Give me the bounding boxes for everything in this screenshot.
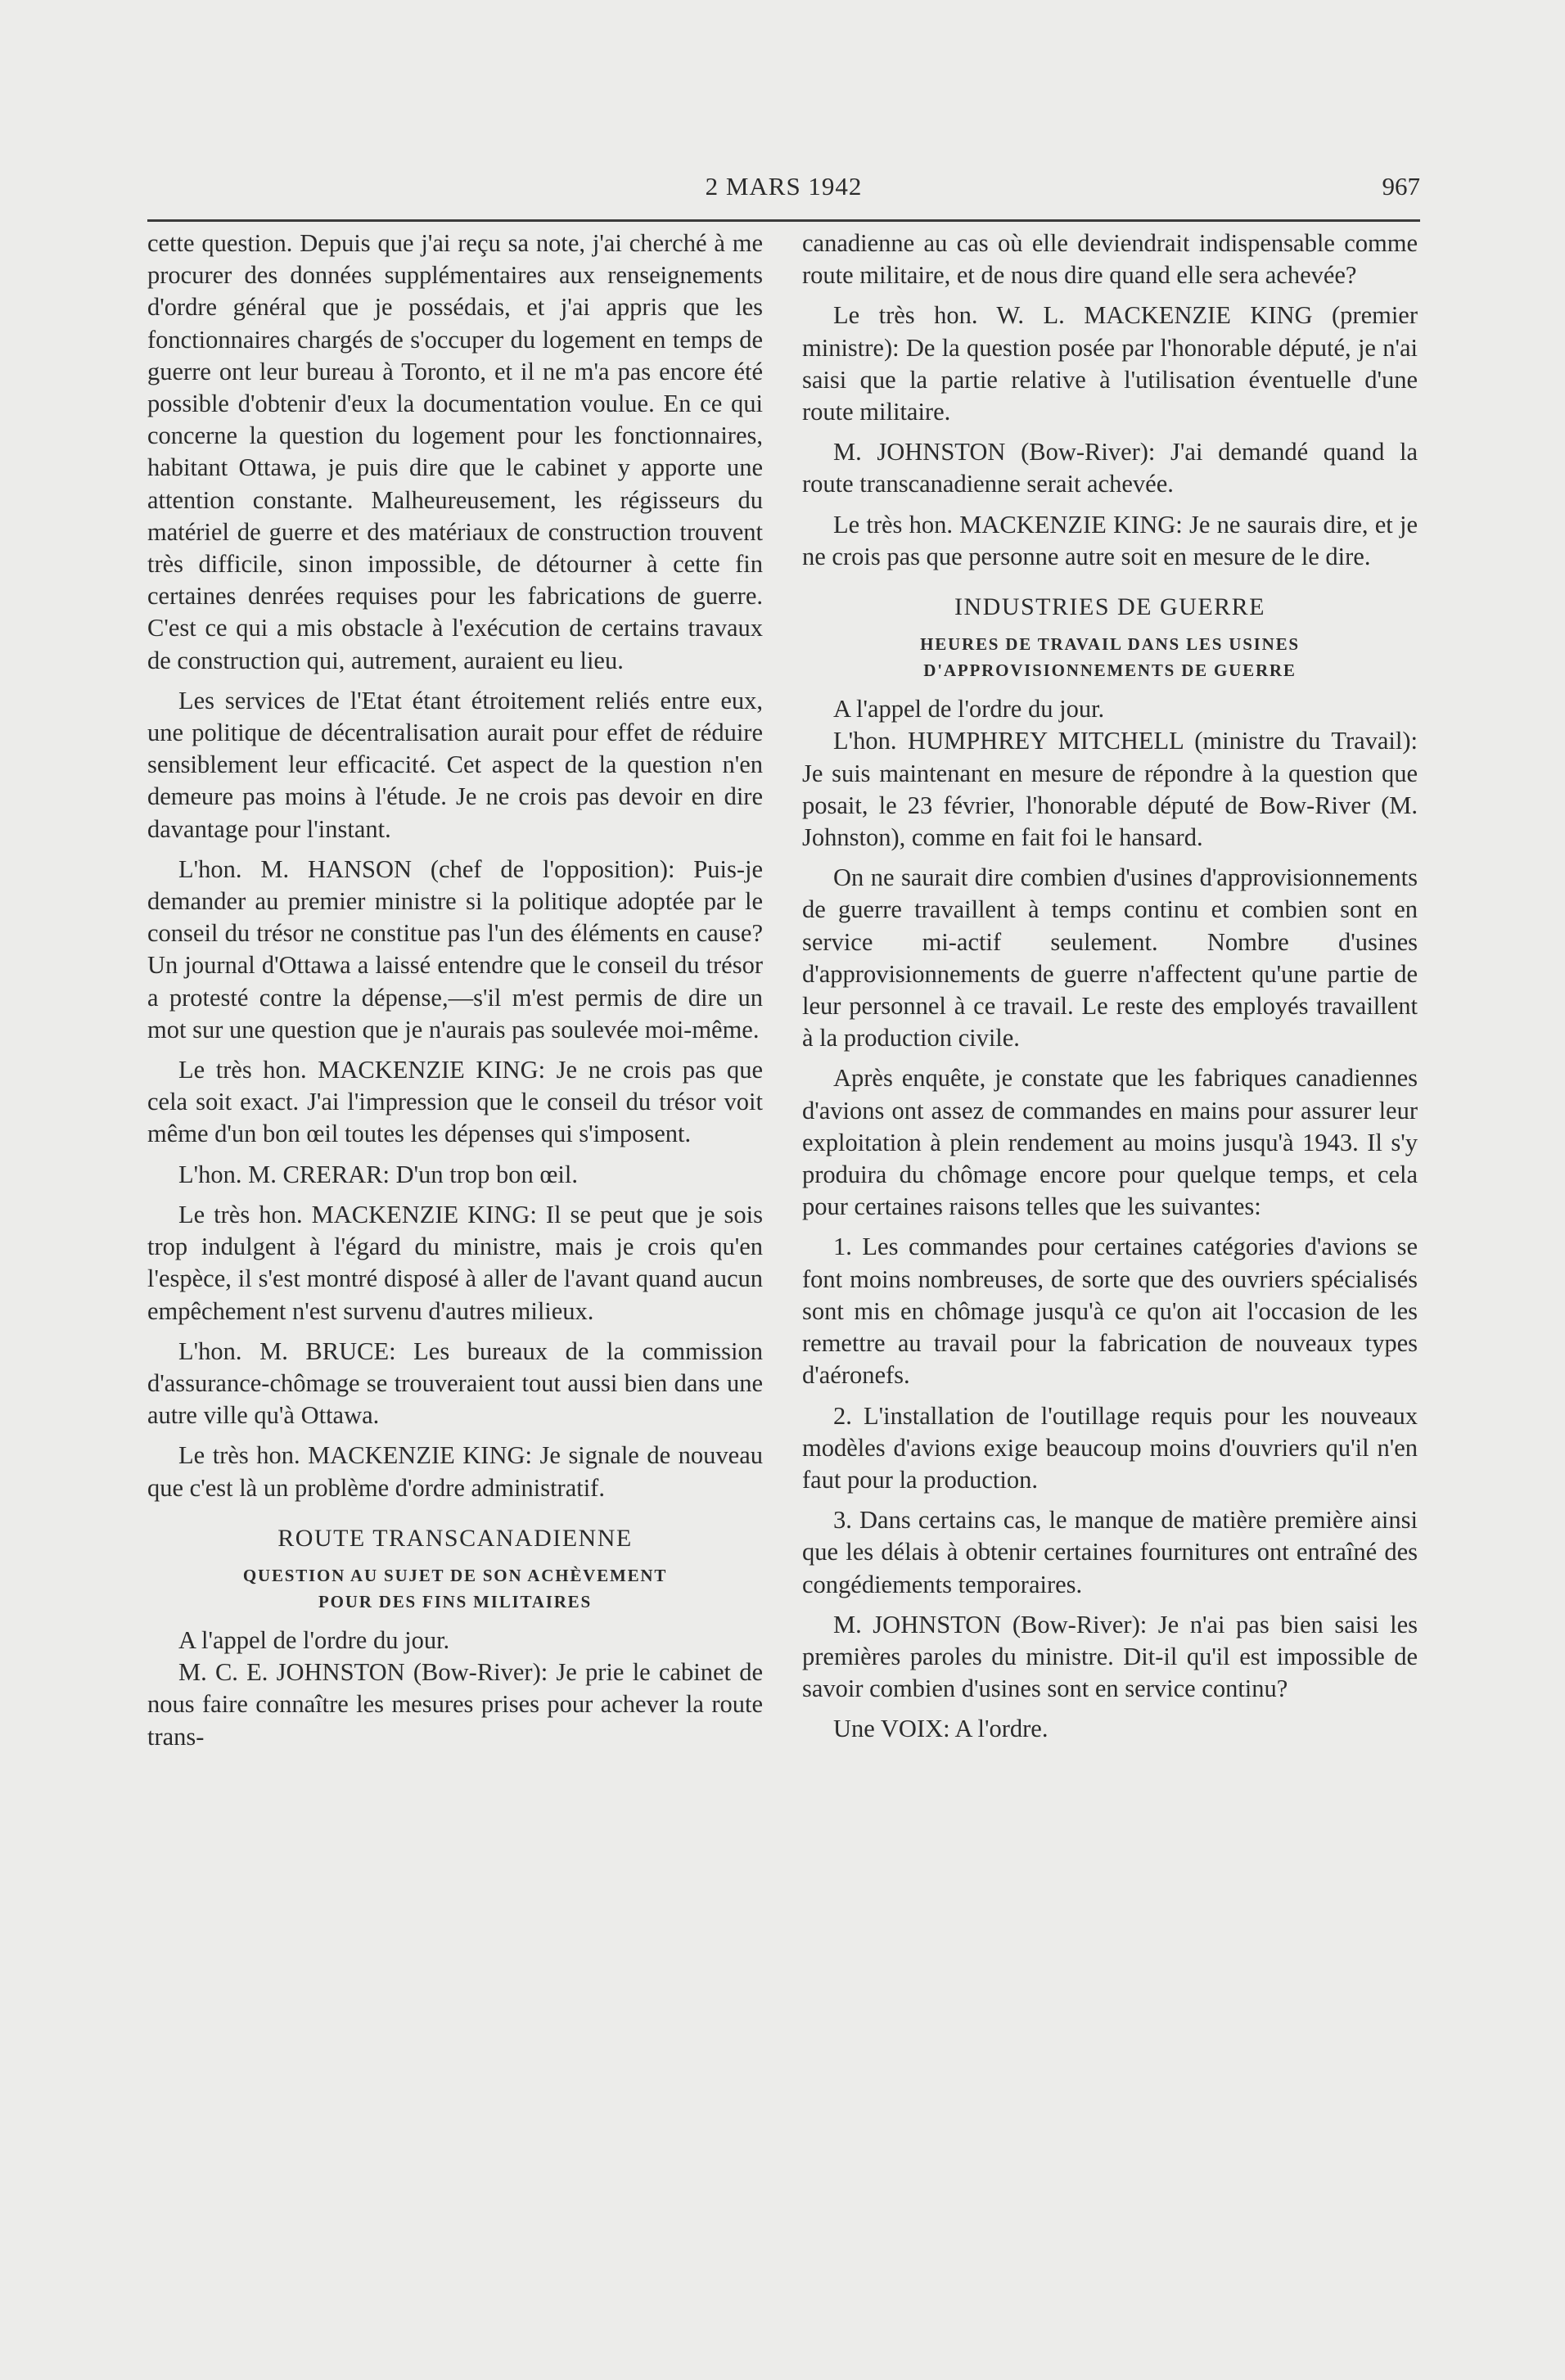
paragraph: A l'appel de l'ordre du jour. (833, 695, 1105, 723)
header-date: 2 MARS 1942 (705, 172, 863, 201)
section-subtitle-route (147, 1562, 763, 1615)
header-rule (147, 219, 1420, 222)
paragraph: Le très hon. W. L. MACKENZIE KING (premier ministre): De la question posée par l'honorable député, je n'ai saisi que la partie relative à l'utilisation éventuelle d'une route militaire. (802, 301, 1418, 426)
paragraph: Le très hon. MACKENZIE KING: Je ne crois pas que cela soit exact. J'ai l'impression que le conseil du trésor voit même d'un bon œil toutes les dépenses qui s'imposent. (147, 1056, 763, 1148)
section-title-route: ROUTE TRANSCANADIENNE (277, 1524, 633, 1552)
paragraph: Le très hon. MACKENZIE KING: Il se peut que je sois trop indulgent à l'égard du ministre, mais je crois qu'en l'espèce, il s'est montré disposé à aller de l'avant quand aucun empêchement n'est survenu d'autres milieux. (147, 1200, 763, 1325)
paragraph: L'hon. HUMPHREY MITCHELL (ministre du Travail): Je suis maintenant en mesure de répondre à la question que posait, le 23 février, l'honorable député de Bow-River (M. Johnston), comme en fait foi le hansard. (802, 727, 1418, 852)
paragraph: On ne saurait dire combien d'usines d'approvisionnements de guerre travaillent à temps continu et combien sont en service mi-actif seulement. Nombre d'usines d'approvisionnements de guerre n'affectent qu'une partie de leur personnel à ce travail. Le reste des employés travaillent à la production civile. (802, 863, 1418, 1053)
paragraph: L'hon. M. BRUCE: Les bureaux de la commission d'assurance-chômage se trouveraient tout aussi bien dans une autre ville qu'à Ottawa. (147, 1336, 763, 1430)
paragraph: Après enquête, je constate que les fabriques canadiennes d'avions ont assez de commandes en mains pour assurer leur exploitation à plein rendement au moins jusqu'à 1943. Il s'y produira du chômage encore pour quelque temps, et cela pour certaines raisons telles que les suivantes: (802, 1064, 1418, 1221)
list-item: 1. Les commandes pour certaines catégories d'avions se font moins nombreuses, de sorte que des ouvriers spécialisés sont mis en chômage jusqu'à ce qu'on ait l'occasion de les remettre au travail pour la fabrication de nouveaux types d'aéronefs. (802, 1233, 1418, 1390)
paragraph: L'hon. M. CRERAR: D'un trop bon œil. (178, 1160, 578, 1188)
paragraph: M. JOHNSTON (Bow-River): Je n'ai pas bien saisi les premières paroles du ministre. Dit-il qu'il est impossible de savoir combien d'usines sont en service continu? (802, 1610, 1418, 1703)
list-item: 2. L'installation de l'outillage requis pour les nouveaux modèles d'avions exige beaucoup moins d'ouvriers qu'il n'en faut pour la production. (802, 1401, 1418, 1494)
running-header (147, 172, 1420, 211)
paragraph: M. JOHNSTON (Bow-River): J'ai demandé quand la route transcanadienne serait achevée. (802, 438, 1418, 498)
paragraph: Le très hon. MACKENZIE KING: Je signale de nouveau que c'est là un problème d'ordre administratif. (147, 1441, 763, 1502)
paragraph: A l'appel de l'ordre du jour. (178, 1625, 450, 1654)
section-title-industries: INDUSTRIES DE GUERRE (954, 593, 1265, 621)
paragraph: canadienne au cas où elle deviendrait indispensable comme route militaire, et de nous dire quand elle sera achevée? (802, 229, 1418, 290)
section-subtitle-industries (802, 631, 1418, 683)
paragraph: M. C. E. JOHNSTON (Bow-River): Je prie le cabinet de nous faire connaître les mesures prises pour achever la route trans- (147, 1658, 763, 1751)
list-item: 3. Dans certains cas, le manque de matière première ainsi que les délais à obtenir certaines fournitures ont entraîné des congédiements temporaires. (802, 1506, 1418, 1598)
page-number: 967 (1382, 172, 1420, 201)
paragraph: Le très hon. MACKENZIE KING: Je ne saurais dire, et je ne crois pas que personne autre soit en mesure de le dire. (802, 510, 1418, 570)
subtitle-line: HEURES DE TRAVAIL DANS LES USINES (920, 634, 1300, 655)
right-column (802, 228, 1418, 1754)
subtitle-line: D'APPROVISIONNEMENTS DE GUERRE (923, 660, 1297, 681)
paragraph: cette question. Depuis que j'ai reçu sa note, j'ai cherché à me procurer des données supplémentaires aux renseignements d'ordre général que je possédais, et j'ai appris que les fonctionnaires chargés de s'occuper du logement en temps de guerre ont leur bureau à Toronto, et il ne m'a pas encore été possible d'obtenir d'eux la documentation voulue. En ce qui concerne la question du logement pour les fonctionnaires, habitant Ottawa, je puis dire que le cabinet y apporte une attention constante. Malheureusement, les régisseurs du matériel de guerre et des matériaux de construction trouvent très difficile, sinon impossible, de détourner à cette fin certaines denrées requises pour les fabrications de guerre. C'est ce qui a mis obstacle à l'exécution de certains travaux de construction qui, autrement, auraient eu lieu. (147, 229, 763, 674)
subtitle-line: POUR DES FINS MILITAIRES (318, 1591, 592, 1611)
subtitle-line: QUESTION AU SUJET DE SON ACHÈVEMENT (242, 1565, 668, 1585)
paragraph: L'hon. M. HANSON (chef de l'opposition): Puis-je demander au premier ministre si la politique adoptée par le conseil du trésor ne constitue pas l'un des éléments en cause? Un journal d'Ottawa a laissé entendre que le conseil du trésor a protesté contre la dépense,—s'il m'est permis de dire un mot sur une question que je n'aurais pas soulevée moi-même. (147, 854, 763, 1044)
left-column (147, 228, 763, 1761)
paragraph: Les services de l'Etat étant étroitement reliés entre eux, une politique de décentralisation aurait pour effet de réduire sensiblement leur efficacité. Cet aspect de la question n'en demeure pas moins à l'étude. Je ne crois pas devoir en dire davantage pour l'instant. (147, 686, 763, 843)
paragraph: Une VOIX: A l'ordre. (833, 1715, 1049, 1743)
